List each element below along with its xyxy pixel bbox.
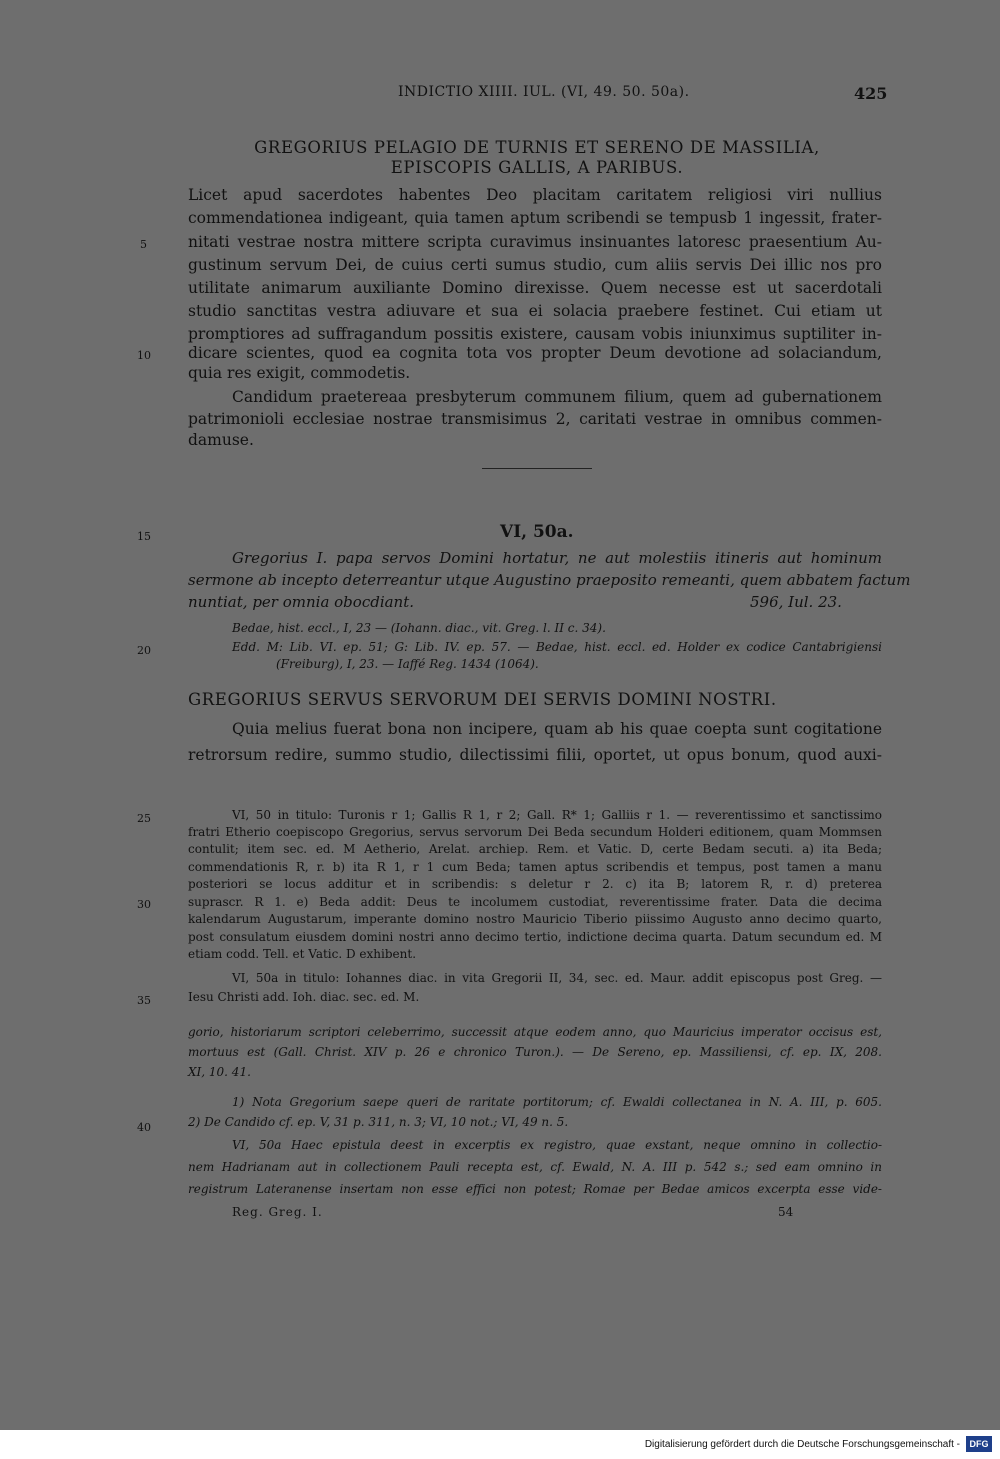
commentary-line: registrum Lateranense insertam non esse effici non potest; Romae per Bedae amicos excerpta esse vide- [188, 1182, 882, 1196]
letter-body-line: Quia melius fuerat bona non incipere, quam ab his quae coepta sunt cogitatione [232, 720, 882, 738]
commentary-line: VI, 50a Haec epistula deest in excerptis ex registro, quae exstant, neque omnino in collectio- [232, 1138, 882, 1152]
apparatus-line: contulit; item sec. ed. M Aetherio, Arelat. archiep. Rem. et Vatic. D, certe Bedam secuti. a) ita Beda; [188, 842, 882, 856]
letter-title: GREGORIUS SERVUS SERVORUM DEI SERVIS DOMINI NOSTRI. [188, 690, 777, 709]
apparatus-line: post consulatum eiusdem domini nostri anno decimo tertio, indictione decima quarta. Datum secundum ed. M [188, 930, 882, 944]
funding-banner [0, 1430, 1000, 1459]
line-number: 40 [137, 1121, 151, 1134]
source-line: Edd. M: Lib. VI. ep. 51; G: Lib. IV. ep. 57. — Bedae, hist. eccl. ed. Holder ex codice Cantabrigiensi [232, 640, 882, 654]
commentary-line: gorio, historiarum scriptori celeberrimo, successit atque eodem anno, quo Mauricius imperator occisus est, [188, 1025, 882, 1039]
section-divider [482, 468, 592, 469]
letter-body-line: gustinum servum Dei, de cuius certi sumus studio, cum aliis servis Dei illic nos pro [188, 256, 882, 274]
funding-text: Digitalisierung gefördert durch die Deutsche Forschungsgemeinschaft - [644, 1439, 960, 1450]
apparatus-line: posteriori se locus additur et in scribendis: s deletur r 2. c) ita B; latorem R, r. d) preterea [188, 877, 882, 891]
apparatus-line: commendationis R, r. b) ita R 1, r 1 cum Beda; tamen aptus scribendis et tempus, post tamen a manu [188, 860, 882, 874]
line-number: 15 [137, 530, 151, 543]
letter-body-line: studio sanctitas vestra adiuvare et sua ei solacia praebere festinet. Cui etiam ut [188, 302, 882, 320]
sheet-signature: Reg. Greg. I. [232, 1205, 323, 1219]
apparatus-line: fratri Etherio coepiscopo Gregorius, servus servorum Dei Beda secundum Holderi editionem, quam Mommsen [188, 825, 882, 839]
letter-body-line: dicare scientes, quod ea cognita tota vos propter Deum devotione ad solaciandum, [188, 344, 882, 362]
line-number: 10 [137, 349, 151, 362]
commentary-line: XI, 10. 41. [188, 1065, 251, 1079]
letter-body-line: promptiores ad suffragandum possitis existere, causam vobis iniunximus suptiliter in- [188, 325, 882, 343]
letter-date: 596, Iul. 23. [750, 593, 842, 611]
apparatus-line: VI, 50a in titulo: Iohannes diac. in vita Gregorii II, 34, sec. ed. Maur. addit episcopus post Greg. — [232, 971, 882, 985]
letter-body-line: Candidum praetereaa presbyterum communem filium, quem ad gubernationem [232, 388, 882, 406]
running-head: INDICTIO XIIII. IUL. (VI, 49. 50. 50a). [398, 84, 690, 100]
letter-body-line: utilitate animarum auxiliante Domino direxisse. Quem necesse est ut sacerdotali [188, 279, 882, 297]
apparatus-line: kalendarum Augustarum, imperante domino nostro Mauricio Tiberio piissimo Augusto anno decimo quarto, [188, 912, 882, 926]
letter-title-line-1: GREGORIUS PELAGIO DE TURNIS ET SERENO DE MASSILIA, [254, 138, 820, 157]
source-line: Bedae, hist. eccl., I, 23 — (Iohann. diac., vit. Greg. l. II c. 34). [232, 621, 606, 635]
letter-body-line: quia res exigit, commodetis. [188, 364, 411, 382]
commentary-line: nem Hadrianam aut in collectionem Pauli recepta est, cf. Ewald, N. A. III p. 542 s.; sed eam omnino in [188, 1160, 882, 1174]
source-line: (Freiburg), I, 23. — Iaffé Reg. 1434 (1064). [276, 657, 539, 671]
line-number: 5 [140, 238, 147, 251]
footnote-line: 2) De Candido cf. ep. V, 31 p. 311, n. 3; VI, 10 not.; VI, 49 n. 5. [188, 1115, 569, 1129]
apparatus-line: suprascr. R 1. e) Beda addit: Deus te incolumem custodiat, reverentissime frater. Data die decima [188, 895, 882, 909]
page-number: 425 [854, 84, 888, 103]
apparatus-line: VI, 50 in titulo: Turonis r 1; Gallis R 1, r 2; Gall. R* 1; Galliis r 1. — reverentissimo et sanctissimo [232, 808, 882, 822]
sheet-number: 54 [778, 1205, 794, 1219]
apparatus-line: etiam codd. Tell. et Vatic. D exhibent. [188, 947, 417, 961]
letter-body-line: nitati vestrae nostra mittere scripta curavimus insinuantes latoresc praesentium Au- [188, 233, 882, 251]
line-number: 30 [137, 898, 151, 911]
apparatus-line: Iesu Christi add. Ioh. diac. sec. ed. M. [188, 990, 420, 1004]
line-number: 25 [137, 812, 151, 825]
footnote-line: 1) Nota Gregorium saepe queri de raritate portitorum; cf. Ewaldi collectanea in N. A. III, p. 605. [232, 1095, 882, 1109]
letter-title-line-2: EPISCOPIS GALLIS, A PARIBUS. [390, 158, 684, 177]
summary-line: sermone ab incepto deterreantur utque Augustino praeposito remeanti, quem abbatem factum [188, 571, 911, 589]
summary-line: Gregorius I. papa servos Domini hortatur, ne aut molestiis itineris aut hominum [232, 549, 882, 567]
letter-body-line: commendationea indigeant, quia tamen aptum scribendi se tempusb 1 ingessit, frater- [188, 209, 882, 227]
line-number: 20 [137, 644, 151, 657]
section-heading: VI, 50a. [500, 522, 574, 542]
letter-body-line: Licet apud sacerdotes habentes Deo placitam caritatem religiosi viri nullius [188, 186, 882, 204]
letter-body-line: retrorsum redire, summo studio, dilectissimi filii, oportet, ut opus bonum, quod auxi- [188, 746, 882, 764]
line-number: 35 [137, 994, 151, 1007]
letter-body-line: patrimonioli ecclesiae nostrae transmisimus 2, caritati vestrae in omnibus commen- [188, 410, 882, 428]
summary-line: nuntiat, per omnia obocdiant. [188, 593, 415, 611]
dfg-logo-icon[interactable]: DFG [966, 1436, 992, 1452]
letter-body-line: damuse. [188, 431, 254, 449]
commentary-line: mortuus est (Gall. Christ. XIV p. 26 e chronico Turon.). — De Sereno, ep. Massiliensi, cf. ep. IX, 208. [188, 1045, 882, 1059]
